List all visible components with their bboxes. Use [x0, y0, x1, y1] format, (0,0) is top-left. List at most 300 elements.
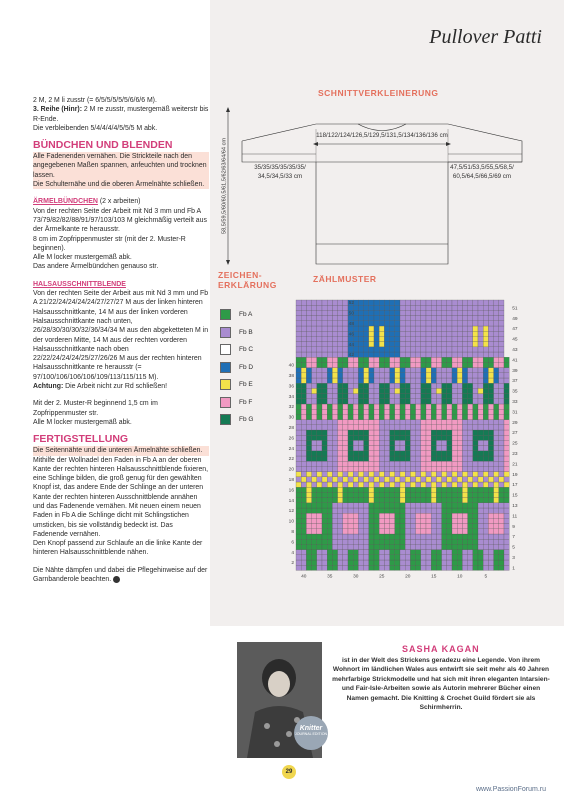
chart-cell: [410, 373, 415, 378]
chart-cell: [447, 399, 452, 404]
chart-cell: [478, 310, 483, 315]
chart-cell: [457, 498, 462, 503]
chart-cell: [468, 388, 473, 393]
chart-cell: [317, 409, 322, 414]
chart-cell: [374, 342, 379, 347]
chart-cell: [369, 310, 374, 315]
chart-cell: [395, 357, 400, 362]
chart-cell: [457, 440, 462, 445]
chart-cell: [364, 534, 369, 539]
chart-cell: [395, 362, 400, 367]
chart-cell: [405, 378, 410, 383]
chart-cell: [296, 565, 301, 570]
chart-cell: [410, 492, 415, 497]
chart-cell: [426, 508, 431, 513]
chart-cell: [436, 456, 441, 461]
chart-cell: [431, 357, 436, 362]
chart-cell: [442, 477, 447, 482]
chart-cell: [410, 487, 415, 492]
chart-cell: [395, 456, 400, 461]
chart-cell: [348, 555, 353, 560]
chart-cell: [462, 550, 467, 555]
chart-cell: [400, 435, 405, 440]
chart-cell: [312, 430, 317, 435]
chart-cell: [306, 420, 311, 425]
chart-cell: [488, 300, 493, 305]
row-number-right: 27: [512, 431, 518, 437]
chart-cell: [473, 477, 478, 482]
chart-cell: [327, 513, 332, 518]
chart-cell: [504, 456, 509, 461]
chart-cell: [358, 524, 363, 529]
chart-cell: [421, 492, 426, 497]
chart-cell: [296, 513, 301, 518]
chart-cell: [395, 383, 400, 388]
chart-cell: [395, 378, 400, 383]
chart-cell: [317, 524, 322, 529]
chart-cell: [426, 451, 431, 456]
chart-cell: [452, 513, 457, 518]
chart-cell: [457, 518, 462, 523]
chart-cell: [452, 440, 457, 445]
chart-cell: [436, 305, 441, 310]
chart-cell: [442, 503, 447, 508]
chart-cell: [452, 487, 457, 492]
chart-cell: [431, 368, 436, 373]
chart-cell: [400, 394, 405, 399]
chart-cell: [468, 565, 473, 570]
chart-cell: [379, 409, 384, 414]
chart-cell: [395, 503, 400, 508]
chart-cell: [457, 544, 462, 549]
chart-cell: [431, 435, 436, 440]
column-number: 20: [405, 574, 411, 580]
chart-cell: [410, 310, 415, 315]
chart-cell: [374, 524, 379, 529]
chart-cell: [462, 336, 467, 341]
chart-cell: [379, 399, 384, 404]
chart-cell: [468, 305, 473, 310]
chart-cell: [473, 513, 478, 518]
chart-cell: [478, 430, 483, 435]
chart-cell: [494, 321, 499, 326]
chart-cell: [390, 555, 395, 560]
chart-cell: [431, 482, 436, 487]
chart-cell: [364, 305, 369, 310]
chart-cell: [384, 477, 389, 482]
chart-cell: [468, 482, 473, 487]
chart-cell: [384, 560, 389, 565]
chart-cell: [338, 420, 343, 425]
chart-cell: [379, 513, 384, 518]
subheading-label: ÄRMELBÜNDCHEN: [33, 198, 98, 206]
chart-cell: [447, 565, 452, 570]
paragraph: Alle Fadenenden vernähen. Die Strickteile nach den angegebenen Maßen spannen, anfeuchten und trocknen lassen.: [33, 152, 209, 180]
chart-cell: [494, 420, 499, 425]
chart-cell: [421, 378, 426, 383]
legend-title: [218, 270, 277, 290]
row-number-left: 48: [348, 322, 354, 327]
chart-cell: [384, 404, 389, 409]
chart-cell: [468, 544, 473, 549]
chart-cell: [442, 420, 447, 425]
chart-cell: [358, 342, 363, 347]
chart-cell: [343, 316, 348, 321]
chart-cell: [410, 446, 415, 451]
chart-cell: [504, 446, 509, 451]
chart-cell: [364, 316, 369, 321]
chart-cell: [317, 503, 322, 508]
chart-cell: [416, 456, 421, 461]
chart-cell: [488, 310, 493, 315]
chart-cell: [306, 409, 311, 414]
chart-cell: [431, 456, 436, 461]
paragraph-text: Die Arbeit nicht zur Rd schließen!: [63, 383, 168, 391]
chart-cell: [447, 336, 452, 341]
chart-cell: [488, 378, 493, 383]
chart-cell: [343, 477, 348, 482]
chart-cell: [395, 555, 400, 560]
chart-cell: [296, 409, 301, 414]
chart-cell: [421, 513, 426, 518]
chart-cell: [400, 518, 405, 523]
chart-cell: [447, 425, 452, 430]
chart-cell: [405, 446, 410, 451]
chart-cell: [436, 446, 441, 451]
chart-cell: [473, 357, 478, 362]
chart-cell: [421, 534, 426, 539]
chart-cell: [332, 383, 337, 388]
chart-cell: [390, 409, 395, 414]
chart-cell: [483, 347, 488, 352]
paragraph: Das andere Ärmelbündchen genauso str.: [33, 263, 159, 271]
chart-cell: [369, 357, 374, 362]
chart-cell: [416, 425, 421, 430]
chart-cell: [447, 310, 452, 315]
chart-cell: [301, 524, 306, 529]
chart-cell: [395, 373, 400, 378]
chart-cell: [483, 388, 488, 393]
chart-cell: [478, 316, 483, 321]
chart-cell: [421, 435, 426, 440]
chart-cell: [343, 420, 348, 425]
chart-cell: [457, 451, 462, 456]
chart-cell: [457, 435, 462, 440]
chart-cell: [431, 440, 436, 445]
chart-cell: [483, 524, 488, 529]
chart-cell: [322, 347, 327, 352]
chart-cell: [358, 560, 363, 565]
chart-cell: [468, 503, 473, 508]
chart-cell: [343, 409, 348, 414]
chart-cell: [358, 420, 363, 425]
chart-cell: [431, 565, 436, 570]
chart-cell: [421, 336, 426, 341]
chart-cell: [504, 482, 509, 487]
chart-cell: [338, 305, 343, 310]
chart-cell: [436, 316, 441, 321]
chart-cell: [364, 555, 369, 560]
chart-cell: [405, 565, 410, 570]
chart-cell: [390, 482, 395, 487]
chart-cell: [374, 550, 379, 555]
chart-cell: [301, 326, 306, 331]
chart-cell: [338, 430, 343, 435]
chart-cell: [390, 544, 395, 549]
chart-cell: [306, 518, 311, 523]
chart-cell: [338, 342, 343, 347]
chart-cell: [416, 524, 421, 529]
chart-cell: [332, 342, 337, 347]
chart-cell: [462, 342, 467, 347]
chart-cell: [421, 368, 426, 373]
chart-cell: [473, 409, 478, 414]
chart-cell: [327, 529, 332, 534]
chart-cell: [384, 518, 389, 523]
chart-cell: [369, 316, 374, 321]
chart-cell: [488, 461, 493, 466]
chart-cell: [473, 321, 478, 326]
chart-cell: [390, 529, 395, 534]
chart-cell: [462, 498, 467, 503]
chart-cell: [447, 524, 452, 529]
chart-cell: [364, 399, 369, 404]
chart-cell: [374, 368, 379, 373]
chart-cell: [358, 388, 363, 393]
chart-cell: [431, 446, 436, 451]
chart-cell: [473, 503, 478, 508]
chart-cell: [405, 331, 410, 336]
chart-cell: [421, 477, 426, 482]
chart-cell: [327, 404, 332, 409]
column-number: 25: [379, 574, 385, 580]
chart-cell: [332, 524, 337, 529]
chart-cell: [322, 456, 327, 461]
chart-cell: [447, 440, 452, 445]
chart-cell: [358, 513, 363, 518]
chart-cell: [353, 544, 358, 549]
chart-cell: [421, 362, 426, 367]
chart-cell: [327, 394, 332, 399]
chart-cell: [478, 472, 483, 477]
chart-cell: [312, 534, 317, 539]
chart-cell: [343, 539, 348, 544]
chart-cell: [384, 503, 389, 508]
chart-cell: [364, 539, 369, 544]
chart-cell: [306, 430, 311, 435]
chart-cell: [457, 446, 462, 451]
chart-cell: [504, 529, 509, 534]
chart-cell: [369, 414, 374, 419]
chart-cell: [483, 368, 488, 373]
chart-cell: [400, 529, 405, 534]
chart-cell: [473, 326, 478, 331]
chart-cell: [322, 310, 327, 315]
chart-cell: [405, 477, 410, 482]
chart-cell: [410, 414, 415, 419]
chart-cell: [431, 305, 436, 310]
chart-cell: [442, 518, 447, 523]
row-number-left: 26: [288, 436, 294, 442]
chart-cell: [499, 555, 504, 560]
chart-cell: [322, 550, 327, 555]
chart-cell: [483, 529, 488, 534]
chart-cell: [379, 435, 384, 440]
chart-cell: [353, 492, 358, 497]
chart-cell: [478, 529, 483, 534]
chart-cell: [364, 451, 369, 456]
chart-cell: [369, 482, 374, 487]
row-number-left: 34: [288, 394, 294, 400]
chart-cell: [395, 321, 400, 326]
chart-cell: [462, 544, 467, 549]
chart-cell: [494, 560, 499, 565]
chart-cell: [483, 342, 488, 347]
chart-cell: [468, 342, 473, 347]
chart-cell: [353, 487, 358, 492]
chart-cell: [395, 482, 400, 487]
chart-cell: [504, 357, 509, 362]
chart-cell: [322, 425, 327, 430]
row-number-right: 29: [512, 420, 518, 426]
chart-cell: [327, 487, 332, 492]
chart-cell: [301, 357, 306, 362]
chart-cell: [462, 539, 467, 544]
row-number-right: 17: [512, 483, 518, 489]
chart-cell: [426, 518, 431, 523]
chart-cell: [358, 544, 363, 549]
chart-cell: [343, 414, 348, 419]
chart-cell: [499, 446, 504, 451]
chart-cell: [395, 435, 400, 440]
chart-cell: [395, 477, 400, 482]
chart-cell: [488, 482, 493, 487]
chart-cell: [462, 513, 467, 518]
knitting-chart: [284, 296, 524, 616]
chart-cell: [442, 394, 447, 399]
chart-cell: [379, 503, 384, 508]
chart-cell: [369, 321, 374, 326]
chart-cell: [462, 316, 467, 321]
chart-cell: [390, 513, 395, 518]
chart-cell: [457, 472, 462, 477]
chart-cell: [379, 420, 384, 425]
chart-cell: [332, 373, 337, 378]
chart-cell: [447, 492, 452, 497]
chart-cell: [379, 342, 384, 347]
chart-cell: [317, 513, 322, 518]
chart-cell: [416, 544, 421, 549]
chart-cell: [332, 477, 337, 482]
chart-cell: [421, 539, 426, 544]
chart-cell: [379, 539, 384, 544]
chart-cell: [416, 518, 421, 523]
chart-cell: [421, 399, 426, 404]
chart-cell: [494, 539, 499, 544]
chart-cell: [483, 331, 488, 336]
chart-cell: [301, 565, 306, 570]
chart-cell: [473, 388, 478, 393]
chart-cell: [473, 305, 478, 310]
legend-swatch: [220, 327, 231, 338]
legend-label: Fb D: [239, 363, 254, 371]
chart-cell: [332, 310, 337, 315]
chart-cell: [431, 550, 436, 555]
legend-item: [220, 324, 280, 342]
chart-cell: [436, 378, 441, 383]
chart-cell: [494, 529, 499, 534]
chart-cell: [379, 414, 384, 419]
chart-cell: [317, 362, 322, 367]
chart-cell: [421, 461, 426, 466]
chart-cell: [301, 305, 306, 310]
chart-cell: [364, 414, 369, 419]
chart-cell: [379, 482, 384, 487]
chart-cell: [488, 425, 493, 430]
chart-cell: [332, 425, 337, 430]
chart-cell: [421, 394, 426, 399]
chart-cell: [369, 388, 374, 393]
chart-cell: [384, 456, 389, 461]
chart-cell: [468, 399, 473, 404]
chart-cell: [405, 466, 410, 471]
chart-cell: [364, 472, 369, 477]
chart-cell: [296, 404, 301, 409]
chart-cell: [317, 420, 322, 425]
chart-cell: [384, 378, 389, 383]
chart-cell: [457, 430, 462, 435]
chart-cell: [468, 336, 473, 341]
chart-cell: [494, 534, 499, 539]
chart-cell: [369, 518, 374, 523]
chart-cell: [369, 524, 374, 529]
chart-cell: [338, 539, 343, 544]
chart-cell: [379, 336, 384, 341]
chart-cell: [431, 310, 436, 315]
chart-cell: [431, 342, 436, 347]
chart-cell: [353, 414, 358, 419]
chart-cell: [457, 399, 462, 404]
chart-cell: [457, 529, 462, 534]
chart-cell: [306, 342, 311, 347]
chart-cell: [332, 539, 337, 544]
chart-cell: [504, 565, 509, 570]
chart-cell: [483, 435, 488, 440]
chart-cell: [426, 466, 431, 471]
chart-cell: [447, 487, 452, 492]
chart-cell: [364, 347, 369, 352]
chart-cell: [452, 316, 457, 321]
chart-cell: [369, 472, 374, 477]
chart-cell: [369, 446, 374, 451]
chart-cell: [348, 414, 353, 419]
chart-cell: [473, 430, 478, 435]
chart-cell: [457, 466, 462, 471]
chart-cell: [327, 503, 332, 508]
chart-cell: [395, 461, 400, 466]
chart-cell: [374, 466, 379, 471]
chart-cell: [400, 352, 405, 357]
chart-cell: [410, 342, 415, 347]
chart-cell: [436, 487, 441, 492]
chart-cell: [390, 461, 395, 466]
chart-cell: [306, 508, 311, 513]
chart-cell: [384, 513, 389, 518]
chart-cell: [358, 503, 363, 508]
chart-cell: [390, 305, 395, 310]
chart-cell: [312, 331, 317, 336]
chart-cell: [447, 326, 452, 331]
